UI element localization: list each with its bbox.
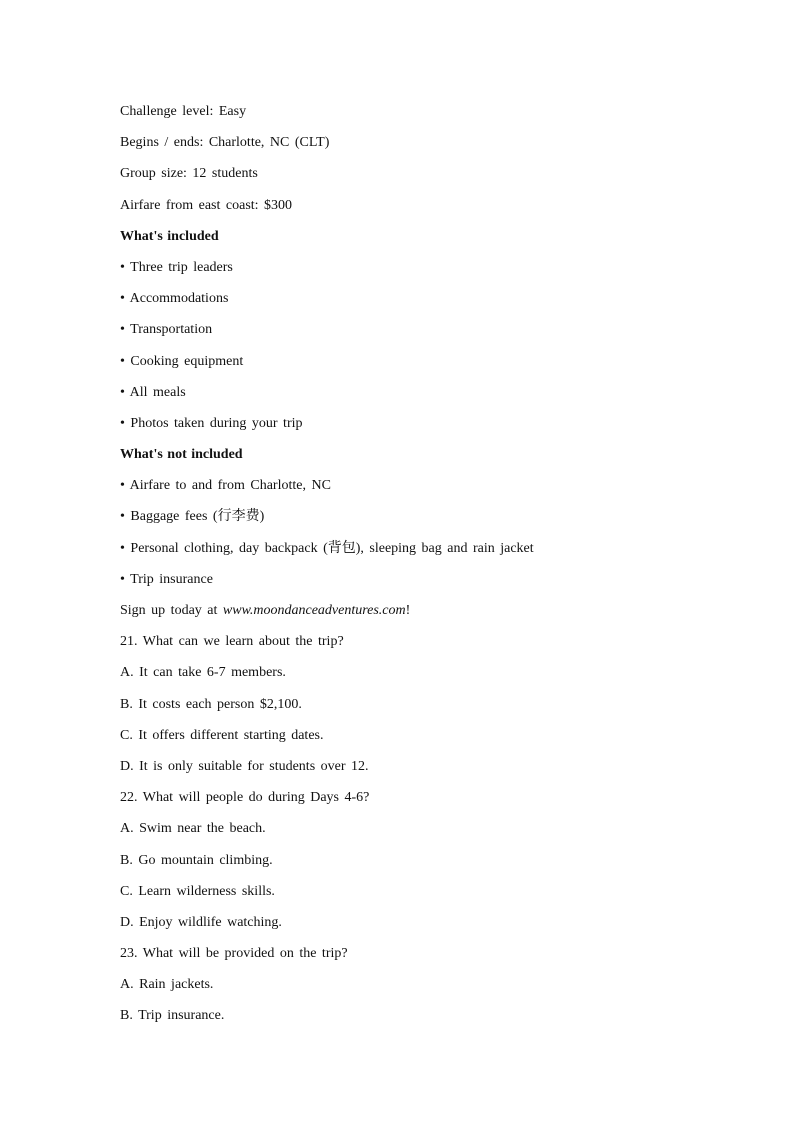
included-item: • Photos taken during your trip: [120, 415, 303, 431]
detail-airfare: Airfare from east coast: $300: [120, 197, 293, 213]
question-22-stem: 22. What will people do during Days 4-6?: [120, 790, 370, 806]
question-23-option-b: B. Trip insurance.: [120, 1008, 225, 1024]
question-22-option-c: C. Learn wilderness skills.: [120, 883, 275, 899]
not-included-heading: What's not included: [120, 447, 243, 463]
detail-begins-ends: Begins / ends: Charlotte, NC (CLT): [120, 135, 330, 151]
question-23-option-a: A. Rain jackets.: [120, 977, 214, 993]
detail-challenge-level: Challenge level: Easy: [120, 104, 247, 119]
not-included-item: • Baggage fees (行李费): [120, 509, 265, 525]
included-item: • Three trip leaders: [120, 259, 233, 275]
included-item: • Transportation: [120, 322, 213, 338]
signup-prefix: Sign up today at: [120, 603, 223, 618]
question-23-stem: 23. What will be provided on the trip?: [120, 946, 348, 962]
question-22-option-d: D. Enjoy wildlife watching.: [120, 914, 282, 930]
signup-suffix: !: [405, 603, 411, 618]
question-22-option-a: A. Swim near the beach.: [120, 821, 266, 837]
question-22-option-b: B. Go mountain climbing.: [120, 852, 273, 868]
not-included-item: • Airfare to and from Charlotte, NC: [120, 478, 331, 494]
included-item: • All meals: [120, 384, 186, 400]
included-item: • Cooking equipment: [120, 353, 244, 369]
question-21-option-b: B. It costs each person $2,100.: [120, 696, 302, 712]
not-included-item: • Personal clothing, day backpack (背包), sleeping bag and rain jacket: [120, 540, 534, 556]
signup-line: [120, 599, 720, 630]
question-21-option-d: D. It is only suitable for students over 12.: [120, 758, 369, 774]
not-included-item: • Trip insurance: [120, 571, 213, 587]
question-21-option-a: A. It can take 6-7 members.: [120, 665, 286, 681]
question-21-stem: 21. What can we learn about the trip?: [120, 634, 344, 650]
question-21-option-c: C. It offers different starting dates.: [120, 727, 324, 743]
signup-url: www.moondanceadventures.com: [222, 603, 406, 618]
included-heading: What's included: [120, 228, 219, 244]
detail-group-size: Group size: 12 students: [120, 166, 258, 182]
document-page: [120, 100, 720, 1036]
included-item: • Accommodations: [120, 291, 229, 307]
